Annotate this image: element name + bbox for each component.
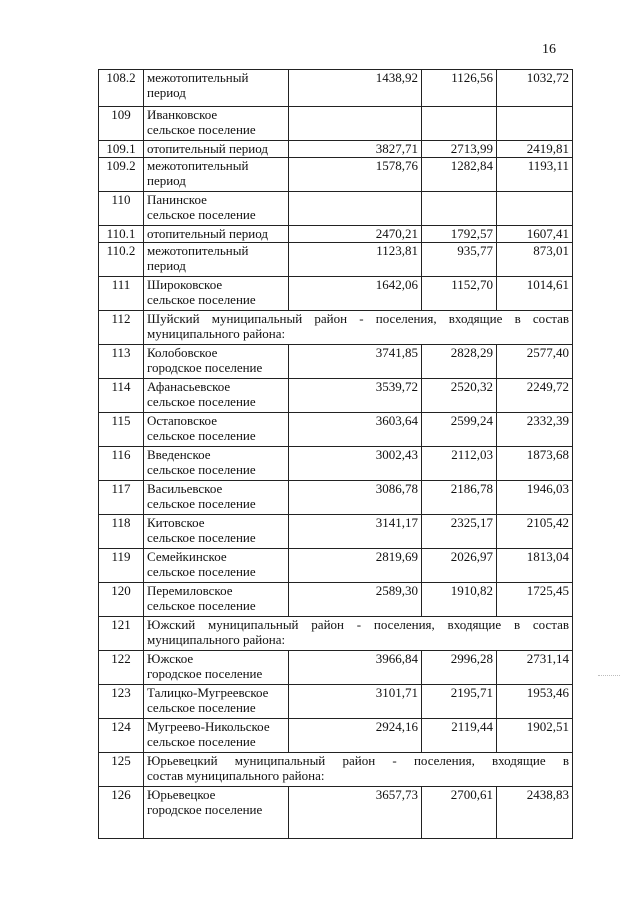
settlement-name-line: сельское поселение (147, 734, 256, 749)
district-header (144, 311, 573, 345)
settlement-name (144, 651, 289, 685)
settlement-name-line: сельское поселение (147, 292, 256, 307)
settlement-name (144, 719, 289, 753)
row-number: 124 (99, 719, 144, 753)
value-col-2: 2026,97 (422, 549, 497, 583)
value-col-1: 3101,71 (289, 685, 422, 719)
settlement-name-line: сельское поселение (147, 496, 256, 511)
settlement-name (144, 70, 289, 107)
value-col-1 (289, 107, 422, 141)
value-col-2: 1792,57 (422, 226, 497, 243)
settlement-name-line: городское поселение (147, 802, 263, 817)
value-col-2: 2996,28 (422, 651, 497, 685)
table-row (99, 583, 573, 617)
settlement-name-line: сельское поселение (147, 122, 256, 137)
table-row (99, 243, 573, 277)
row-number: 123 (99, 685, 144, 719)
value-col-1: 1123,81 (289, 243, 422, 277)
row-number: 113 (99, 345, 144, 379)
value-col-2: 2195,71 (422, 685, 497, 719)
row-number: 109 (99, 107, 144, 141)
row-number: 120 (99, 583, 144, 617)
settlement-name (144, 447, 289, 481)
value-col-3: 1032,72 (497, 70, 573, 107)
value-col-2: 2119,44 (422, 719, 497, 753)
value-col-2: 2599,24 (422, 413, 497, 447)
row-number: 110.2 (99, 243, 144, 277)
value-col-3: 2105,42 (497, 515, 573, 549)
table-row (99, 515, 573, 549)
value-col-1: 3827,71 (289, 141, 422, 158)
value-col-2: 1282,84 (422, 158, 497, 192)
settlement-name-line: сельское поселение (147, 530, 256, 545)
table-row (99, 413, 573, 447)
table-row (99, 192, 573, 226)
district-header (144, 753, 573, 787)
settlement-name-line: сельское поселение (147, 394, 256, 409)
value-col-2 (422, 192, 497, 226)
value-col-3: 1725,45 (497, 583, 573, 617)
row-number: 110 (99, 192, 144, 226)
value-col-2: 935,77 (422, 243, 497, 277)
settlement-name-line: Юрьевецкое (147, 787, 216, 802)
table-row (99, 719, 573, 753)
value-col-3: 873,01 (497, 243, 573, 277)
district-header-line: Юрьевецкий муниципальный район - поселения, входящие в (147, 753, 569, 768)
row-number: 119 (99, 549, 144, 583)
settlement-name-line: Остаповское (147, 413, 217, 428)
row-number: 121 (99, 617, 144, 651)
settlement-name-line: Широковское (147, 277, 223, 292)
table-row (99, 277, 573, 311)
settlement-name (144, 107, 289, 141)
settlement-name (144, 192, 289, 226)
settlement-name-line: городское поселение (147, 360, 263, 375)
settlement-name-line: период (147, 85, 186, 100)
district-header-line: Шуйский муниципальный район - поселения, входящие в состав (147, 311, 569, 326)
settlement-name (144, 481, 289, 515)
value-col-1: 3141,17 (289, 515, 422, 549)
value-col-3: 1193,11 (497, 158, 573, 192)
settlement-name-line: сельское поселение (147, 462, 256, 477)
row-number: 110.1 (99, 226, 144, 243)
settlement-name (144, 583, 289, 617)
settlement-name (144, 243, 289, 277)
settlement-name-line: Южское (147, 651, 194, 666)
settlement-name-line: межотопительный (147, 70, 249, 85)
tariff-table-body (99, 70, 573, 839)
settlement-name-line: сельское поселение (147, 207, 256, 222)
settlement-name (144, 277, 289, 311)
table-row (99, 311, 573, 345)
value-col-1 (289, 192, 422, 226)
table-row (99, 617, 573, 651)
settlement-name-line: городское поселение (147, 666, 263, 681)
value-col-3 (497, 192, 573, 226)
value-col-3: 1607,41 (497, 226, 573, 243)
row-number: 109.1 (99, 141, 144, 158)
settlement-name-line: Колобовское (147, 345, 218, 360)
value-col-1: 1438,92 (289, 70, 422, 107)
row-number: 114 (99, 379, 144, 413)
value-col-2: 1910,82 (422, 583, 497, 617)
settlement-name-line: Панинское (147, 192, 207, 207)
table-row (99, 70, 573, 107)
settlement-name (144, 379, 289, 413)
value-col-2: 2520,32 (422, 379, 497, 413)
table-row (99, 107, 573, 141)
value-col-2: 2325,17 (422, 515, 497, 549)
value-col-1: 3966,84 (289, 651, 422, 685)
value-col-1: 2924,16 (289, 719, 422, 753)
value-col-2: 2713,99 (422, 141, 497, 158)
settlement-name (144, 345, 289, 379)
settlement-name-line: межотопительный (147, 243, 249, 258)
value-col-2: 2112,03 (422, 447, 497, 481)
value-col-2: 2828,29 (422, 345, 497, 379)
table-row (99, 549, 573, 583)
tariff-table (98, 69, 573, 839)
value-col-3: 2438,83 (497, 787, 573, 839)
value-col-1: 2470,21 (289, 226, 422, 243)
row-number: 118 (99, 515, 144, 549)
value-col-1: 3603,64 (289, 413, 422, 447)
district-header-line: Южский муниципальный район - поселения, входящие в состав (147, 617, 569, 632)
row-number: 122 (99, 651, 144, 685)
value-col-1: 3539,72 (289, 379, 422, 413)
value-col-1: 3086,78 (289, 481, 422, 515)
value-col-3: 1902,51 (497, 719, 573, 753)
settlement-name-line: отопительный период (147, 226, 268, 241)
value-col-3: 1953,46 (497, 685, 573, 719)
settlement-name-line: Семейкинское (147, 549, 227, 564)
table-row (99, 141, 573, 158)
value-col-1: 1578,76 (289, 158, 422, 192)
row-number: 109.2 (99, 158, 144, 192)
row-number: 108.2 (99, 70, 144, 107)
value-col-2 (422, 107, 497, 141)
table-row (99, 447, 573, 481)
district-header-line: муниципального района: (147, 326, 286, 341)
settlement-name-line: межотопительный (147, 158, 249, 173)
table-row (99, 685, 573, 719)
table-row (99, 481, 573, 515)
value-col-3: 1813,04 (497, 549, 573, 583)
settlement-name-line: сельское поселение (147, 598, 256, 613)
row-number: 116 (99, 447, 144, 481)
value-col-1: 1642,06 (289, 277, 422, 311)
margin-mark (598, 675, 620, 676)
settlement-name (144, 226, 289, 243)
settlement-name (144, 685, 289, 719)
value-col-1: 2589,30 (289, 583, 422, 617)
value-col-3: 1014,61 (497, 277, 573, 311)
table-row (99, 158, 573, 192)
row-number: 126 (99, 787, 144, 839)
value-col-3: 2419,81 (497, 141, 573, 158)
settlement-name (144, 413, 289, 447)
settlement-name-line: Талицко-Мугреевское (147, 685, 269, 700)
table-row (99, 753, 573, 787)
settlement-name-line: Перемиловское (147, 583, 233, 598)
settlement-name (144, 141, 289, 158)
settlement-name (144, 549, 289, 583)
value-col-1: 3741,85 (289, 345, 422, 379)
value-col-3: 1946,03 (497, 481, 573, 515)
value-col-2: 2186,78 (422, 481, 497, 515)
settlement-name-line: Афанасьевское (147, 379, 231, 394)
value-col-3: 2249,72 (497, 379, 573, 413)
settlement-name (144, 787, 289, 839)
settlement-name-line: Мугреево-Никольское (147, 719, 270, 734)
row-number: 112 (99, 311, 144, 345)
settlement-name-line: сельское поселение (147, 428, 256, 443)
district-header-line: муниципального района: (147, 632, 286, 647)
value-col-1: 3002,43 (289, 447, 422, 481)
settlement-name-line: период (147, 258, 186, 273)
row-number: 117 (99, 481, 144, 515)
value-col-1: 2819,69 (289, 549, 422, 583)
value-col-2: 2700,61 (422, 787, 497, 839)
table-row (99, 379, 573, 413)
settlement-name-line: Васильевское (147, 481, 223, 496)
table-row (99, 345, 573, 379)
settlement-name (144, 158, 289, 192)
value-col-3: 1873,68 (497, 447, 573, 481)
value-col-3: 2332,39 (497, 413, 573, 447)
value-col-1: 3657,73 (289, 787, 422, 839)
value-col-3: 2577,40 (497, 345, 573, 379)
settlement-name-line: Китовское (147, 515, 205, 530)
settlement-name (144, 515, 289, 549)
settlement-name-line: сельское поселение (147, 564, 256, 579)
row-number: 111 (99, 277, 144, 311)
settlement-name-line: отопительный период (147, 141, 268, 156)
table-row (99, 651, 573, 685)
settlement-name-line: Иванковское (147, 107, 218, 122)
settlement-name-line: период (147, 173, 186, 188)
value-col-3: 2731,14 (497, 651, 573, 685)
value-col-3 (497, 107, 573, 141)
page-number: 16 (542, 42, 556, 57)
district-header (144, 617, 573, 651)
row-number: 125 (99, 753, 144, 787)
settlement-name-line: Введенское (147, 447, 211, 462)
table-row (99, 226, 573, 243)
value-col-2: 1126,56 (422, 70, 497, 107)
row-number: 115 (99, 413, 144, 447)
table-row (99, 787, 573, 839)
settlement-name-line: сельское поселение (147, 700, 256, 715)
district-header-line: состав муниципального района: (147, 768, 325, 783)
value-col-2: 1152,70 (422, 277, 497, 311)
